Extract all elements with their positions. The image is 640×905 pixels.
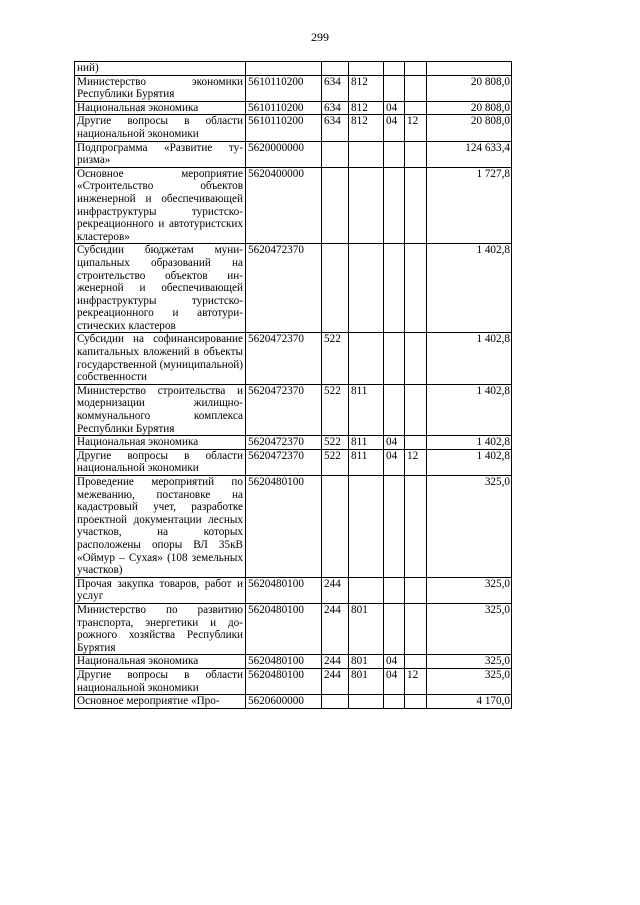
- row-name-cell: Субсидии бюджетам муниципальных образований на строительство объектов инженерной и обеспечивающей инфраструктуры туристско-рекреационного и автотуристических кластеров: [75, 244, 246, 333]
- table-row: [75, 244, 512, 333]
- row-rz-cell: [384, 141, 405, 167]
- table-row: [75, 75, 512, 101]
- row-ved-cell: [349, 244, 384, 333]
- row-pr-cell: 12: [405, 668, 427, 694]
- row-ved-cell: 812: [349, 115, 384, 141]
- row-pr-cell: [405, 62, 427, 76]
- row-ved-cell: 811: [349, 436, 384, 450]
- row-rz-cell: [384, 384, 405, 435]
- row-amount-cell: 325,0: [427, 655, 512, 669]
- row-ved-cell: 801: [349, 668, 384, 694]
- table-row: [75, 603, 512, 654]
- table-row: [75, 436, 512, 450]
- row-amount-cell: 4 170,0: [427, 695, 512, 709]
- row-ved-cell: [349, 476, 384, 578]
- row-name-cell: Другие вопросы в области национальной экономики: [75, 668, 246, 694]
- table-row: [75, 695, 512, 709]
- row-code-cell: 5620472370: [246, 384, 322, 435]
- row-rz-cell: 04: [384, 655, 405, 669]
- row-amount-cell: 124 633,4: [427, 141, 512, 167]
- row-code-cell: 5610110200: [246, 101, 322, 115]
- row-ved-cell: 811: [349, 384, 384, 435]
- row-rz-cell: [384, 244, 405, 333]
- row-pr-cell: 12: [405, 449, 427, 475]
- row-name-cell: Основное мероприятие «Про-: [75, 695, 246, 709]
- row-gr-cell: 634: [322, 101, 349, 115]
- table-row: [75, 115, 512, 141]
- row-pr-cell: [405, 101, 427, 115]
- row-gr-cell: 522: [322, 384, 349, 435]
- row-ved-cell: [349, 141, 384, 167]
- table-row: [75, 101, 512, 115]
- row-pr-cell: [405, 167, 427, 244]
- row-amount-cell: 1 402,8: [427, 384, 512, 435]
- row-pr-cell: [405, 695, 427, 709]
- row-pr-cell: [405, 384, 427, 435]
- row-amount-cell: [427, 62, 512, 76]
- row-gr-cell: [322, 476, 349, 578]
- row-amount-cell: 325,0: [427, 668, 512, 694]
- row-gr-cell: [322, 167, 349, 244]
- row-ved-cell: [349, 695, 384, 709]
- row-code-cell: [246, 62, 322, 76]
- table-row: [75, 449, 512, 475]
- row-code-cell: 5610110200: [246, 115, 322, 141]
- row-name-cell: Министерство экономики Республики Бурятия: [75, 75, 246, 101]
- row-name-cell: Подпрограмма «Развитие туризма»: [75, 141, 246, 167]
- row-rz-cell: 04: [384, 449, 405, 475]
- row-pr-cell: [405, 141, 427, 167]
- row-name-cell: Министерство строительства и модернизации жилищно-коммунального комплекса Республики Бурятия: [75, 384, 246, 435]
- row-amount-cell: 1 402,8: [427, 333, 512, 384]
- table-row: [75, 668, 512, 694]
- table-row: [75, 62, 512, 76]
- row-amount-cell: 325,0: [427, 577, 512, 603]
- row-pr-cell: [405, 655, 427, 669]
- row-code-cell: 5620472370: [246, 449, 322, 475]
- row-code-cell: 5620400000: [246, 167, 322, 244]
- table-row: [75, 333, 512, 384]
- row-rz-cell: [384, 577, 405, 603]
- row-code-cell: 5620472370: [246, 333, 322, 384]
- table-row: [75, 476, 512, 578]
- row-name-cell: Национальная экономика: [75, 436, 246, 450]
- row-rz-cell: 04: [384, 668, 405, 694]
- row-code-cell: 5620480100: [246, 577, 322, 603]
- budget-table: [74, 61, 512, 709]
- row-pr-cell: [405, 244, 427, 333]
- row-gr-cell: 634: [322, 115, 349, 141]
- row-pr-cell: [405, 476, 427, 578]
- row-ved-cell: 812: [349, 75, 384, 101]
- row-name-cell: Министерство по развитию транспорта, энергетики и дорожного хозяйства Республики Бурятия: [75, 603, 246, 654]
- row-code-cell: 5620480100: [246, 655, 322, 669]
- row-ved-cell: [349, 333, 384, 384]
- row-code-cell: 5620480100: [246, 603, 322, 654]
- row-code-cell: 5620472370: [246, 244, 322, 333]
- row-gr-cell: [322, 141, 349, 167]
- table-row: [75, 577, 512, 603]
- row-pr-cell: 12: [405, 115, 427, 141]
- row-code-cell: 5620480100: [246, 476, 322, 578]
- row-amount-cell: 325,0: [427, 476, 512, 578]
- row-name-cell: ний): [75, 62, 246, 76]
- row-name-cell: Национальная экономика: [75, 101, 246, 115]
- row-name-cell: Прочая закупка товаров, работ и услуг: [75, 577, 246, 603]
- row-gr-cell: 522: [322, 449, 349, 475]
- row-ved-cell: 801: [349, 603, 384, 654]
- row-ved-cell: [349, 62, 384, 76]
- row-code-cell: 5620472370: [246, 436, 322, 450]
- row-gr-cell: [322, 695, 349, 709]
- row-name-cell: Проведение мероприятий по межеванию, постановке на кадастровый учет, разработке проектной документации лесных участков, на которых расположены опоры ВЛ 35кВ «Оймур – Сухая» (108 земельных участков): [75, 476, 246, 578]
- row-pr-cell: [405, 603, 427, 654]
- row-gr-cell: 522: [322, 333, 349, 384]
- row-rz-cell: 04: [384, 101, 405, 115]
- row-rz-cell: [384, 603, 405, 654]
- row-code-cell: 5620480100: [246, 668, 322, 694]
- row-code-cell: 5610110200: [246, 75, 322, 101]
- row-code-cell: 5620000000: [246, 141, 322, 167]
- row-gr-cell: 244: [322, 668, 349, 694]
- row-gr-cell: [322, 62, 349, 76]
- table-row: [75, 655, 512, 669]
- table-row: [75, 167, 512, 244]
- row-rz-cell: 04: [384, 115, 405, 141]
- row-amount-cell: 1 402,8: [427, 244, 512, 333]
- row-amount-cell: 1 402,8: [427, 449, 512, 475]
- row-pr-cell: [405, 436, 427, 450]
- row-rz-cell: [384, 75, 405, 101]
- row-ved-cell: [349, 577, 384, 603]
- row-pr-cell: [405, 75, 427, 101]
- row-code-cell: 5620600000: [246, 695, 322, 709]
- row-amount-cell: 325,0: [427, 603, 512, 654]
- page-number: 299: [311, 30, 329, 44]
- row-amount-cell: 1 727,8: [427, 167, 512, 244]
- row-rz-cell: [384, 695, 405, 709]
- row-amount-cell: 1 402,8: [427, 436, 512, 450]
- row-amount-cell: 20 808,0: [427, 75, 512, 101]
- row-name-cell: Национальная экономика: [75, 655, 246, 669]
- row-name-cell: Другие вопросы в области национальной экономики: [75, 115, 246, 141]
- row-pr-cell: [405, 333, 427, 384]
- row-gr-cell: 244: [322, 603, 349, 654]
- table-row: [75, 384, 512, 435]
- row-rz-cell: [384, 167, 405, 244]
- table-row: [75, 141, 512, 167]
- row-gr-cell: 522: [322, 436, 349, 450]
- row-ved-cell: [349, 167, 384, 244]
- row-gr-cell: 634: [322, 75, 349, 101]
- row-amount-cell: 20 808,0: [427, 115, 512, 141]
- row-amount-cell: 20 808,0: [427, 101, 512, 115]
- row-name-cell: Основное мероприятие «Строительство объектов инженерной и обеспечивающей инфраструктуры туристско-рекреационного и автотуристских кластеров»: [75, 167, 246, 244]
- row-name-cell: Другие вопросы в области национальной экономики: [75, 449, 246, 475]
- row-rz-cell: [384, 62, 405, 76]
- row-rz-cell: [384, 476, 405, 578]
- row-pr-cell: [405, 577, 427, 603]
- row-ved-cell: 811: [349, 449, 384, 475]
- row-rz-cell: [384, 333, 405, 384]
- row-ved-cell: 801: [349, 655, 384, 669]
- row-name-cell: Субсидии на софинансирование капитальных вложений в объекты государственной (муниципальной) собственности: [75, 333, 246, 384]
- table-body: [75, 62, 512, 709]
- row-gr-cell: 244: [322, 655, 349, 669]
- row-gr-cell: [322, 244, 349, 333]
- row-rz-cell: 04: [384, 436, 405, 450]
- row-gr-cell: 244: [322, 577, 349, 603]
- row-ved-cell: 812: [349, 101, 384, 115]
